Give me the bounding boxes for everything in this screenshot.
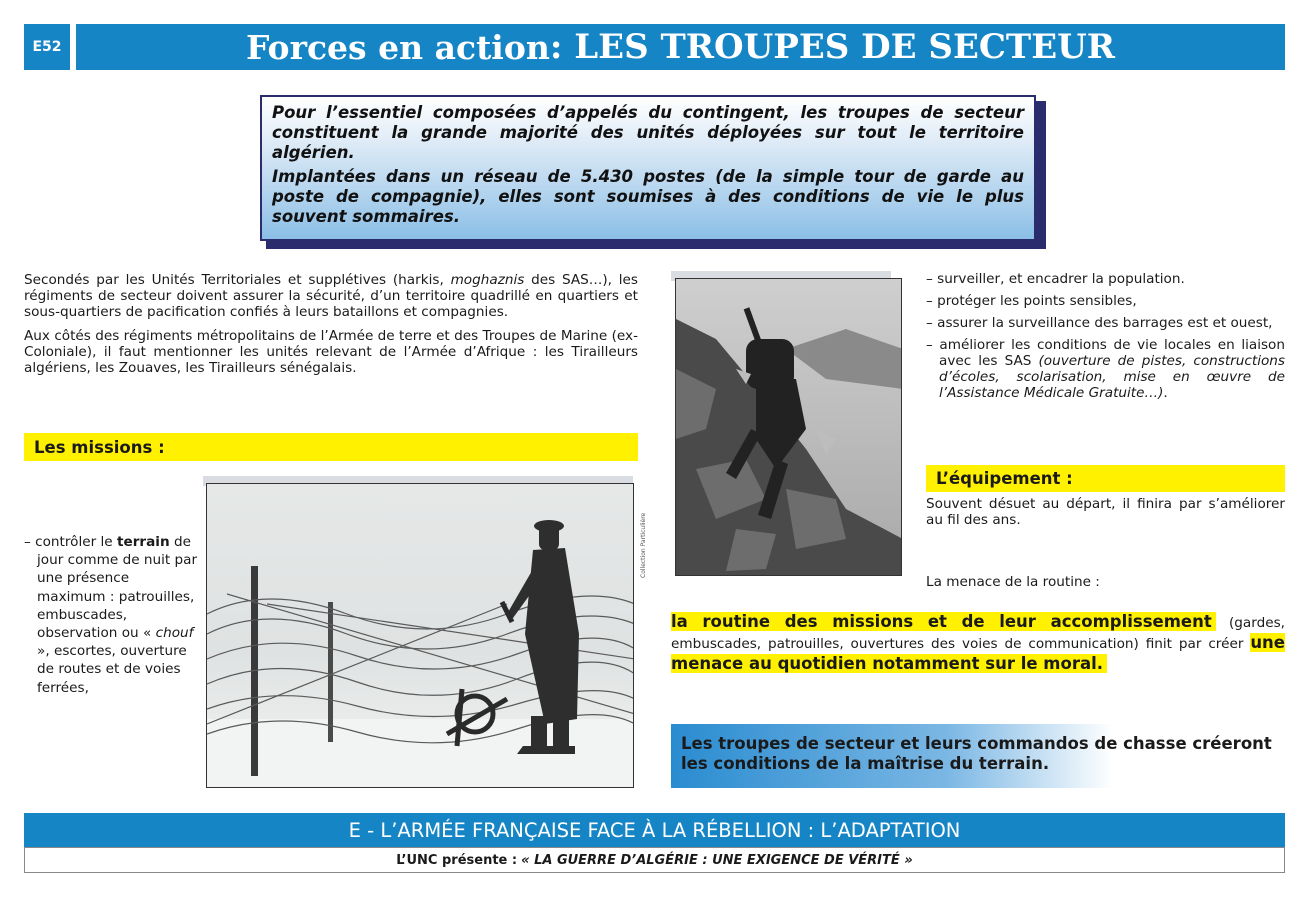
section-code-badge <box>24 24 70 70</box>
mission-item-conditions-text: – améliorer les conditions de vie locales en liaison avec les SAS <box>926 337 1285 369</box>
equipment-text: Souvent désuet au départ, il finira par s’améliorer au fil des ans. <box>926 496 1285 528</box>
intro-paragraph-1: Pour l’essentiel composées d’appelés du contingent, les troupes de secteur constituent la grande majorité des unités déployées sur tout le territoire algérien. <box>272 103 1024 162</box>
intro-box <box>260 95 1036 241</box>
mountain-illustration <box>676 279 902 576</box>
mission-item-bold: terrain <box>116 534 170 550</box>
routine-label: La menace de la routine : <box>926 574 1100 590</box>
footer-subtitle <box>24 847 1285 873</box>
page-title-bar <box>76 24 1285 70</box>
mission-item-text-a: – contrôler le <box>24 534 117 550</box>
page-title-separator: : <box>549 27 575 67</box>
routine-paragraph <box>671 612 1285 675</box>
photo-credit: Collection Particulière <box>640 512 647 578</box>
mission-item-text-c: », escortes, ouverture de routes et de voies ferrées, <box>37 643 187 696</box>
page-title-prefix: Forces en action <box>245 27 550 67</box>
equipment-heading-label: L’équipement : <box>936 469 1073 488</box>
left-paragraph-2: Aux côtés des régiments métropolitains de l’Armée de terre et des Troupes de Marine (ex-Coloniale), il faut mentionner les unités relevant de l’Armée d’Afrique : les Tirailleurs algériens, les Zouaves, les Tirailleurs sénégalais. <box>24 328 638 376</box>
footer-sub-title: « LA GUERRE D’ALGÉRIE : UNE EXIGENCE DE VÉRITÉ » <box>521 852 913 868</box>
routine-highlight-2: une menace au quotidien notamment sur le moral. <box>671 633 1285 673</box>
mission-item-text-b: de jour comme de nuit par une présence maximum : patrouilles, embuscades, observation ou « <box>37 534 198 642</box>
mission-item-emphasis: chouf <box>155 625 194 642</box>
mission-item-population: – surveiller, et encadrer la population. <box>926 271 1185 287</box>
routine-highlight-1: la routine des missions et de leur accomplissement <box>671 612 1216 631</box>
conclusion-box: Les troupes de secteur et leurs commandos de chasse créeront les conditions de la maîtrise du terrain. <box>671 724 1285 788</box>
routine-middle-text: (gardes, embuscades, patrouilles, ouvertures des voies de communication) finit par créer <box>671 615 1285 652</box>
mission-item-conditions-vie <box>926 337 1285 401</box>
left-p1-part-a: Secondés par les Unités Territoriales et supplétives (harkis, <box>24 272 451 288</box>
photo-soldier-barbed-wire <box>206 483 634 788</box>
mission-list-left <box>24 533 200 697</box>
mission-item-conditions-emphasis: (ouverture de pistes, constructions d’écoles, scolarisation, mise en œuvre de l’Assistance Médicale Gratuite…) <box>939 353 1285 401</box>
equipment-heading <box>926 465 1285 492</box>
left-paragraph-1 <box>24 272 638 320</box>
left-p1-part-b: des SAS…), les régiments de secteur doivent assurer la sécurité, d’un territoire quadrillé en quartiers et sous-quartiers de pacification confiés à leurs bataillons et compagnies. <box>24 272 638 320</box>
photo-soldier-climbing <box>675 278 902 576</box>
mission-item-terrain <box>24 533 200 697</box>
mission-item-points-sensibles: – protéger les points sensibles, <box>926 293 1137 309</box>
mission-item-conditions-end: . <box>1163 385 1168 401</box>
missions-heading <box>24 433 638 461</box>
missions-heading-label: Les missions : <box>34 437 165 457</box>
left-p1-emphasis: moghaznis <box>450 272 525 288</box>
footer-section-bar: E - L’ARMÉE FRANÇAISE FACE À LA RÉBELLION : L’ADAPTATION <box>24 813 1285 847</box>
mission-list-right <box>926 271 1285 407</box>
intro-paragraph-2: Implantées dans un réseau de 5.430 postes (de la simple tour de garde au poste de compagnie), elles sont soumises à des conditions de vie le plus souvent sommaires. <box>272 167 1024 226</box>
page-title: LES TROUPES DE SECTEUR <box>574 27 1116 67</box>
barbed-wire-illustration <box>207 484 634 788</box>
left-body-text <box>24 272 638 384</box>
footer-sub-prefix: L’UNC présente : <box>396 852 518 868</box>
mission-item-barrages: – assurer la surveillance des barrages est et ouest, <box>926 315 1273 331</box>
section-code: E52 <box>32 39 62 55</box>
